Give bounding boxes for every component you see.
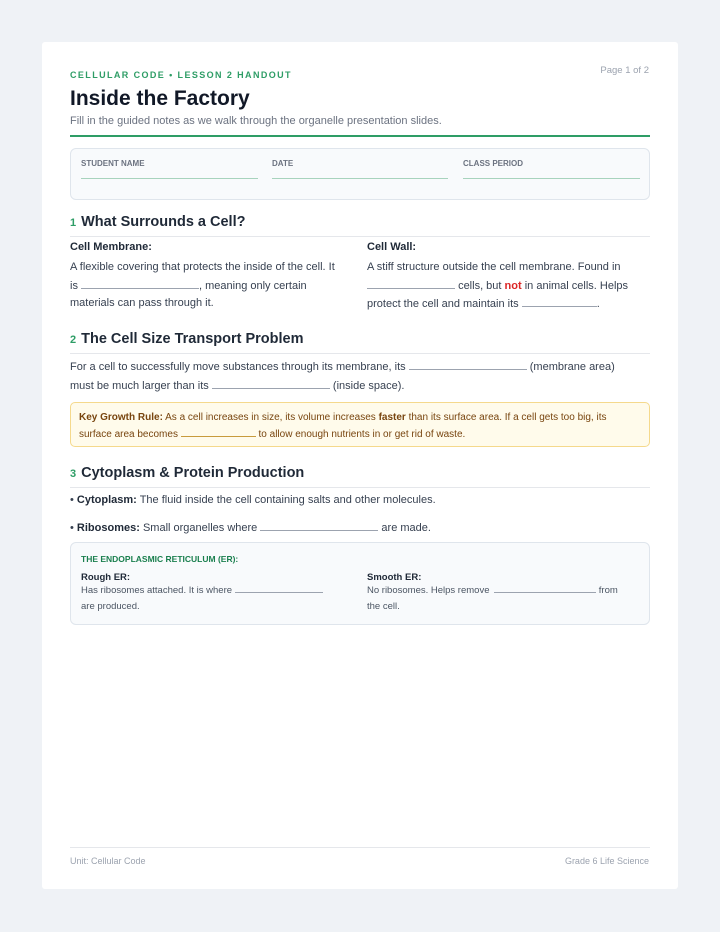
section-1-header: [70, 213, 650, 237]
smooth-er-heading: Smooth ER:: [367, 572, 422, 583]
membrane-text-c: , meaning only certain: [199, 279, 307, 292]
section-3-title: Cytoplasm & Protein Production: [81, 465, 305, 481]
class-period-input[interactable]: [463, 178, 640, 179]
key-growth-rule-callout: [70, 402, 650, 447]
transport-text-a: For a cell to successfully move substances through its membrane, its: [70, 361, 406, 373]
smooth-er-text-c: the cell.: [367, 600, 400, 612]
rough-er-text: [81, 583, 343, 614]
title-divider: [70, 135, 650, 137]
cell-wall-text: [367, 259, 650, 314]
growth-rule-text-d: to allow enough nutrients in or get rid of waste.: [258, 429, 466, 440]
ribosomes-bullet: • Ribosomes: Small organelles where are made.: [70, 519, 431, 534]
page-title: Inside the Factory: [70, 87, 250, 110]
membrane-text-a: A flexible covering that protects the inside of the cell. It: [70, 261, 335, 273]
smooth-er-blank[interactable]: [494, 583, 596, 593]
section-2-number: 2: [70, 334, 77, 346]
cytoplasm-text: The fluid inside the cell containing salts and other molecules.: [139, 494, 436, 506]
cell-membrane-notes: [70, 241, 352, 313]
smooth-er-text-b: from: [598, 585, 618, 596]
smooth-er-text: [367, 583, 629, 614]
cell-membrane-heading: Cell Membrane:: [70, 241, 152, 253]
date-label: DATE: [272, 159, 294, 168]
transport-text-d: (inside space).: [332, 380, 405, 392]
cytoplasm-bullet: • Cytoplasm: The fluid inside the cell containing salts and other molecules.: [70, 494, 436, 506]
transport-text-c: must be much larger than its: [70, 380, 209, 392]
lesson-kicker: CELLULAR CODE • LESSON 2 HANDOUT: [70, 70, 292, 80]
section-1-number: 1: [70, 217, 77, 229]
er-box-title: THE ENDOPLASMIC RETICULUM (ER):: [81, 554, 239, 564]
section-3-header: [70, 464, 650, 488]
cell-wall-heading: Cell Wall:: [367, 241, 417, 253]
rough-er-heading: Rough ER:: [81, 572, 131, 583]
cell-wall-notes: [367, 241, 650, 314]
wall-blank-shape[interactable]: [522, 295, 597, 307]
page-number: Page 1 of 2: [600, 65, 649, 76]
growth-rule-label: Key Growth Rule:: [79, 412, 163, 423]
wall-text-d: protect the cell and maintain its: [367, 298, 519, 310]
handout-page: [42, 42, 678, 889]
class-period-field: [463, 159, 523, 168]
rough-er-text-b: are produced.: [81, 600, 140, 612]
date-field: [272, 159, 293, 168]
smooth-er-text-a: No ribosomes. Helps remove: [367, 585, 490, 596]
ribosomes-text-a: Small organelles where: [142, 522, 258, 534]
student-info-box: [70, 148, 650, 200]
cell-membrane-text: [70, 259, 352, 313]
growth-rule-text-c: surface area becomes: [79, 429, 178, 440]
smooth-er-notes: [367, 572, 629, 614]
membrane-text-d: materials can pass through it.: [70, 297, 214, 309]
transport-problem-text: [70, 358, 650, 396]
date-input[interactable]: [272, 178, 448, 179]
membrane-blank[interactable]: [81, 277, 199, 289]
ribosomes-label: Ribosomes:: [76, 522, 140, 534]
student-name-input[interactable]: [81, 178, 258, 179]
section-1-title: What Surrounds a Cell?: [81, 214, 246, 230]
class-period-label: CLASS PERIOD: [463, 159, 524, 168]
footer-grade: Grade 6 Life Science: [564, 856, 649, 866]
surface-area-blank[interactable]: [409, 358, 527, 370]
footer-unit: Unit: Cellular Code: [70, 856, 146, 866]
volume-blank[interactable]: [212, 377, 330, 389]
wall-text-e: .: [596, 298, 600, 310]
er-notes-box: [70, 542, 650, 625]
rough-er-text-a: Has ribosomes attached. It is where: [81, 585, 233, 596]
growth-rule-text-a: As a cell increases in size, its volume increases: [165, 412, 376, 423]
student-name-label: STUDENT NAME: [81, 159, 145, 168]
cytoplasm-label: Cytoplasm:: [76, 494, 137, 506]
wall-not-emphasis: not: [504, 279, 522, 292]
rough-er-blank[interactable]: [235, 583, 323, 593]
section-2-title: The Cell Size Transport Problem: [81, 331, 304, 347]
wall-text-b: cells, but: [458, 279, 502, 292]
rough-er-notes: [81, 572, 343, 614]
membrane-text-b: is: [70, 279, 78, 292]
growth-rule-blank[interactable]: [181, 426, 256, 437]
footer-divider: [70, 847, 650, 848]
ribosomes-blank[interactable]: [260, 519, 378, 531]
section-3-number: 3: [70, 468, 77, 480]
wall-text-a: A stiff structure outside the cell membrane. Found in: [367, 261, 621, 273]
wall-blank-cell-type[interactable]: [367, 277, 455, 289]
wall-text-c: in animal cells. Helps: [524, 279, 629, 292]
transport-text-b: (membrane area): [529, 361, 615, 373]
growth-rule-text-b: than its surface area. If a cell gets too big, its: [408, 412, 607, 423]
growth-rule-emphasis: faster: [378, 412, 406, 423]
student-name-field: [81, 159, 145, 168]
page-subtitle: Fill in the guided notes as we walk through the organelle presentation slides.: [70, 115, 442, 127]
ribosomes-text-b: are made.: [381, 522, 431, 534]
section-2-header: [70, 330, 650, 354]
